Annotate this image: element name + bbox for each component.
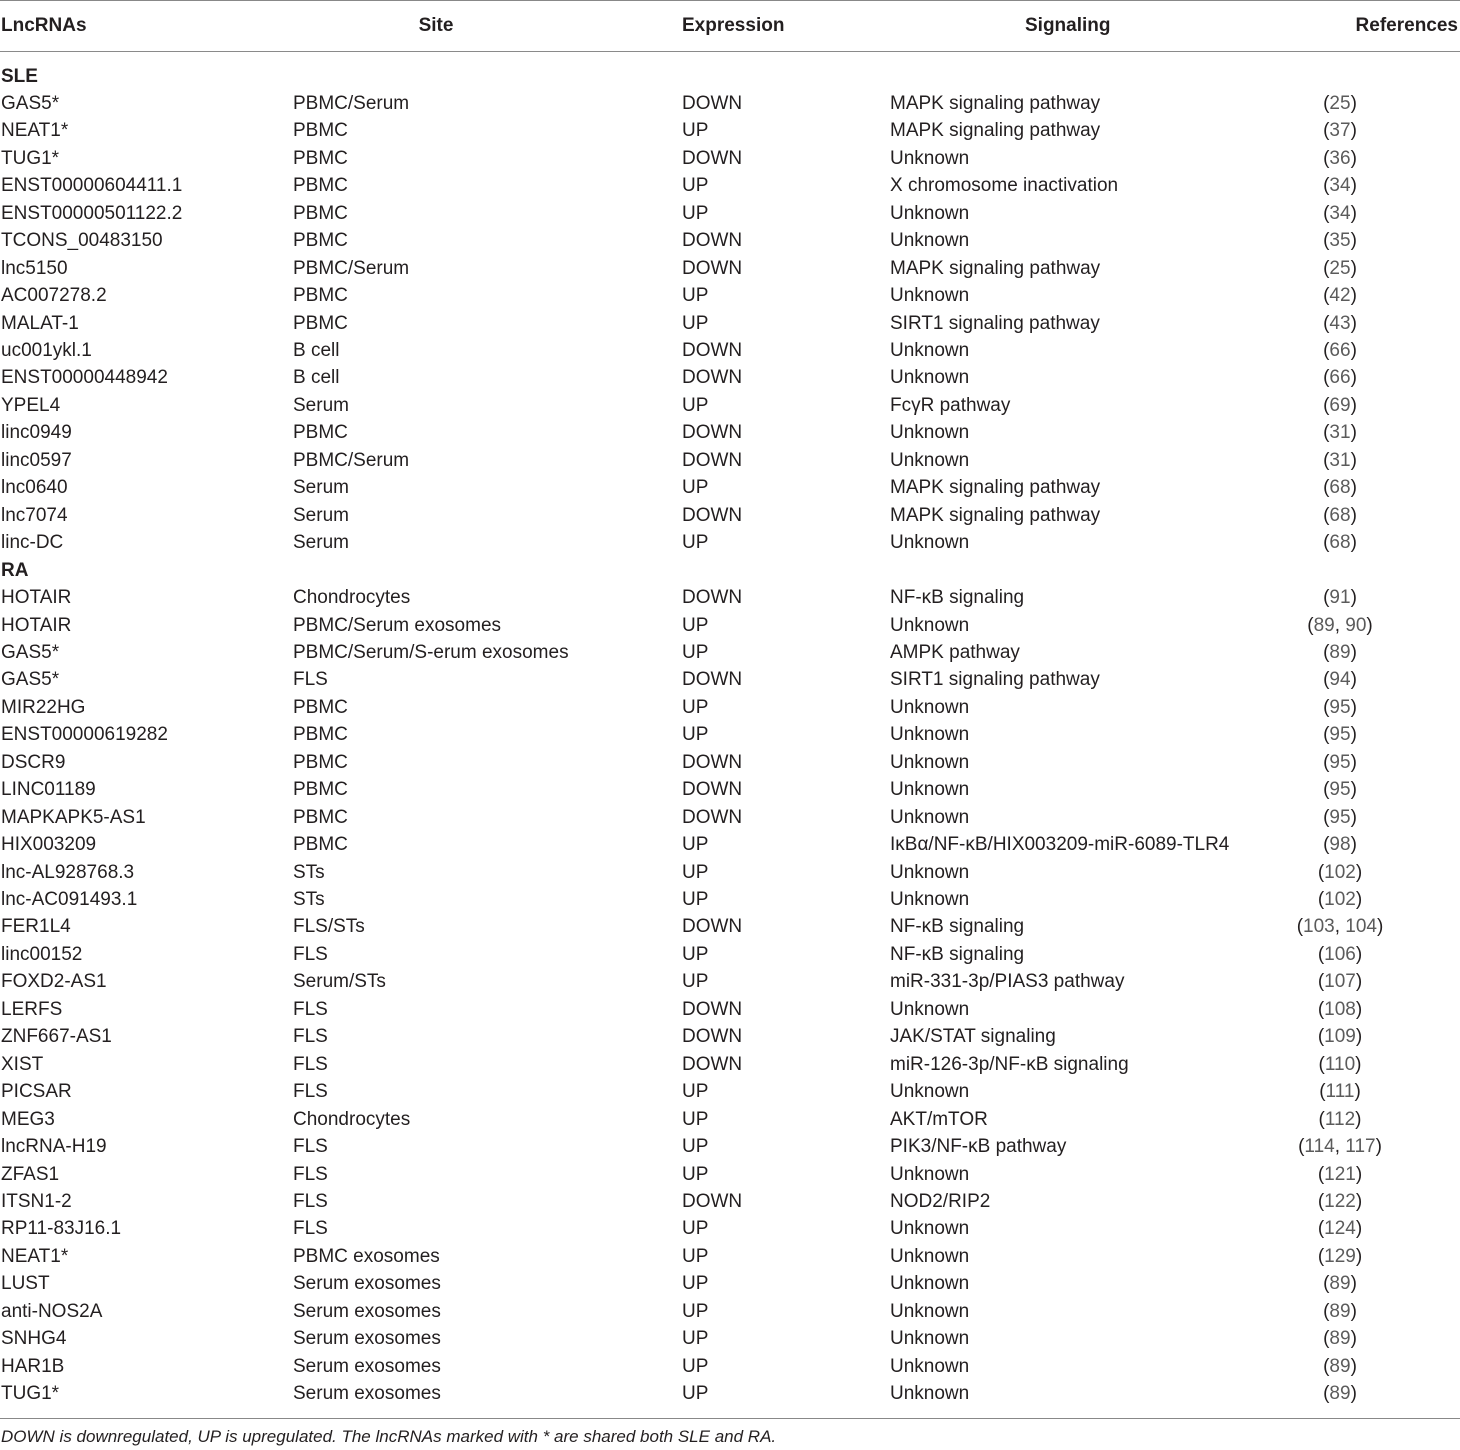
cell-signaling: Unknown (890, 230, 970, 252)
table-row (0, 859, 1460, 887)
cell-expression: DOWN (682, 367, 743, 389)
cell-lncrna: lnc7074 (1, 504, 68, 526)
cell-lncrna: linc-DC (1, 532, 64, 554)
cell-expression: UP (682, 1081, 709, 1103)
cell-reference: (121) (1317, 1163, 1363, 1185)
cell-site: STs (293, 889, 325, 910)
cell-expression: DOWN (682, 340, 743, 361)
table-row (0, 804, 1460, 832)
table-footnote: DOWN is downregulated, UP is upregulated. The lncRNAs marked with * are shared both SLE and RA. (1, 1427, 777, 1446)
table-row (0, 1051, 1460, 1079)
cell-site: FLS (293, 1026, 328, 1048)
cell-expression: UP (682, 312, 709, 334)
cell-lncrna: lnc-AL928768.3 (1, 861, 135, 883)
cell-expression: UP (682, 889, 709, 910)
cell-lncrna: ITSN1-2 (1, 1190, 72, 1212)
cell-site: Serum exosomes (293, 1300, 441, 1322)
cell-site: PBMC (293, 422, 348, 444)
cell-expression: UP (682, 1245, 709, 1267)
header-signaling: Signaling (1025, 15, 1111, 36)
cell-expression: UP (682, 1136, 709, 1158)
table-row (0, 502, 1460, 530)
table-row (0, 776, 1460, 804)
table-row (0, 694, 1460, 722)
cell-site: FLS (293, 943, 328, 965)
cell-site: FLS (293, 669, 328, 691)
cell-reference: (43) (1323, 312, 1357, 334)
cell-signaling: Unknown (890, 202, 970, 224)
cell-site: Serum exosomes (293, 1328, 441, 1350)
cell-reference: (103, 104) (1296, 916, 1384, 938)
cell-signaling: Unknown (890, 1081, 970, 1103)
table-row (0, 200, 1460, 228)
cell-expression: DOWN (682, 92, 743, 114)
cell-lncrna: AC007278.2 (1, 285, 107, 307)
table-row (0, 1188, 1460, 1216)
cell-reference: (91) (1323, 587, 1357, 609)
section-heading: RA (1, 559, 29, 581)
cell-lncrna: lnc5150 (1, 257, 68, 279)
table-row (0, 996, 1460, 1024)
cell-site: Serum exosomes (293, 1273, 441, 1295)
table-row (0, 255, 1460, 283)
cell-reference: (89) (1323, 1273, 1357, 1295)
cell-signaling: MAPK signaling pathway (890, 504, 1101, 526)
cell-reference: (89) (1323, 1300, 1357, 1322)
cell-lncrna: lncRNA-H19 (1, 1136, 107, 1158)
cell-expression: UP (682, 1108, 709, 1130)
cell-lncrna: ENST00000501122.2 (1, 202, 183, 224)
cell-expression: DOWN (682, 779, 743, 801)
cell-expression: DOWN (682, 1190, 743, 1212)
cell-signaling: PIK3/NF-κB pathway (890, 1136, 1067, 1158)
table-row (0, 1106, 1460, 1134)
cell-site: PBMC (293, 285, 348, 307)
cell-lncrna: ENST00000448942 (1, 367, 168, 389)
cell-reference: (106) (1317, 943, 1363, 965)
cell-lncrna: DSCR9 (1, 751, 66, 773)
cell-reference: (107) (1317, 971, 1363, 993)
cell-signaling: Unknown (890, 751, 970, 773)
cell-signaling: FcγR pathway (890, 394, 1011, 416)
cell-lncrna: NEAT1* (1, 1245, 69, 1267)
cell-lncrna: ENST00000619282 (1, 724, 168, 746)
table-row (0, 337, 1460, 365)
cell-site: B cell (293, 367, 340, 389)
table-row (0, 1023, 1460, 1051)
cell-site: STs (293, 861, 325, 883)
cell-reference: (111) (1319, 1081, 1361, 1103)
table-row (0, 529, 1460, 557)
cell-lncrna: ZNF667-AS1 (1, 1026, 112, 1048)
cell-lncrna: lnc-AC091493.1 (1, 889, 138, 910)
cell-lncrna: YPEL4 (1, 394, 61, 416)
cell-reference: (35) (1323, 230, 1357, 252)
cell-lncrna: HIX003209 (1, 834, 97, 856)
header-references: References (1355, 15, 1458, 36)
cell-reference: (124) (1317, 1218, 1363, 1240)
table-top-rule (0, 0, 1460, 1)
cell-site: FLS (293, 1081, 328, 1103)
cell-signaling: SIRT1 signaling pathway (890, 312, 1100, 334)
cell-expression: UP (682, 477, 709, 499)
table-row (0, 1325, 1460, 1353)
cell-signaling: X chromosome inactivation (890, 175, 1119, 197)
cell-site: PBMC/Serum (293, 449, 410, 471)
table-row (0, 584, 1460, 612)
header-site: Site (418, 15, 454, 36)
cell-expression: DOWN (682, 751, 743, 773)
cell-signaling: NF-κB signaling (890, 916, 1025, 938)
cell-signaling: Unknown (890, 1245, 970, 1267)
header-lncrnas: LncRNAs (1, 15, 87, 36)
cell-reference: (66) (1323, 367, 1357, 389)
table-row (0, 419, 1460, 447)
cell-signaling: Unknown (890, 1355, 970, 1377)
cell-site: PBMC (293, 724, 348, 746)
cell-signaling: Unknown (890, 1273, 970, 1295)
cell-expression: UP (682, 1328, 709, 1350)
cell-reference: (66) (1323, 340, 1357, 361)
cell-site: PBMC (293, 779, 348, 801)
table-row (0, 1270, 1460, 1298)
cell-signaling: miR-126-3p/NF-κB signaling (890, 1053, 1129, 1075)
cell-lncrna: TCONS_00483150 (1, 230, 163, 252)
cell-reference: (122) (1317, 1190, 1363, 1212)
cell-expression: DOWN (682, 230, 743, 252)
cell-lncrna: MAPKAPK5-AS1 (1, 806, 146, 828)
cell-signaling: MAPK signaling pathway (890, 477, 1101, 499)
table-row (0, 639, 1460, 667)
cell-reference: (89) (1323, 641, 1357, 663)
table-row (0, 392, 1460, 420)
cell-expression: UP (682, 614, 709, 636)
cell-expression: UP (682, 724, 709, 746)
cell-reference: (114, 117) (1298, 1136, 1382, 1158)
cell-lncrna: MEG3 (1, 1108, 55, 1130)
cell-reference: (95) (1323, 696, 1357, 718)
table-row (0, 364, 1460, 392)
cell-signaling: Unknown (890, 806, 970, 828)
cell-site: PBMC (293, 230, 348, 252)
cell-reference: (37) (1323, 120, 1357, 142)
cell-site: Serum/STs (293, 971, 386, 993)
table-row (0, 941, 1460, 969)
cell-lncrna: TUG1* (1, 1383, 60, 1405)
cell-lncrna: ENST00000604411.1 (1, 175, 183, 197)
table-row (0, 282, 1460, 310)
cell-reference: (129) (1317, 1245, 1363, 1267)
cell-signaling: Unknown (890, 367, 970, 389)
cell-site: PBMC (293, 120, 348, 142)
cell-expression: UP (682, 1273, 709, 1295)
cell-lncrna: GAS5* (1, 669, 60, 691)
table-row (0, 913, 1460, 941)
cell-reference: (112) (1318, 1108, 1362, 1130)
cell-signaling: Unknown (890, 1300, 970, 1322)
cell-reference: (31) (1323, 449, 1357, 471)
cell-expression: UP (682, 1300, 709, 1322)
cell-expression: DOWN (682, 1026, 743, 1048)
cell-signaling: miR-331-3p/PIAS3 pathway (890, 971, 1125, 993)
cell-lncrna: SNHG4 (1, 1328, 67, 1350)
cell-site: Chondrocytes (293, 587, 411, 609)
cell-expression: UP (682, 641, 709, 663)
table-row (0, 612, 1460, 640)
cell-reference: (102) (1317, 889, 1363, 910)
cell-site: B cell (293, 340, 340, 361)
cell-signaling: Unknown (890, 889, 970, 910)
table-row (0, 90, 1460, 118)
cell-reference: (69) (1323, 394, 1357, 416)
cell-site: PBMC/Serum exosomes (293, 614, 502, 636)
cell-lncrna: FER1L4 (1, 916, 71, 938)
table-row (0, 310, 1460, 338)
cell-lncrna: HOTAIR (1, 614, 72, 636)
cell-site: PBMC (293, 751, 348, 773)
cell-site: FLS (293, 998, 328, 1020)
table-row (0, 1353, 1460, 1381)
cell-signaling: Unknown (890, 422, 970, 444)
cell-expression: DOWN (682, 669, 743, 691)
cell-lncrna: linc0597 (1, 449, 72, 471)
table-row (0, 749, 1460, 777)
cell-lncrna: GAS5* (1, 92, 60, 114)
cell-reference: (68) (1323, 532, 1357, 554)
cell-site: FLS (293, 1218, 328, 1240)
cell-expression: DOWN (682, 449, 743, 471)
cell-reference: (95) (1323, 751, 1357, 773)
table-bottom-rule (0, 1418, 1460, 1419)
cell-site: Serum (293, 477, 349, 499)
cell-signaling: IκBα/NF-κB/HIX003209-miR-6089-TLR4 (890, 834, 1230, 856)
cell-signaling: SIRT1 signaling pathway (890, 669, 1100, 691)
cell-expression: DOWN (682, 1053, 743, 1075)
cell-site: Serum exosomes (293, 1355, 441, 1377)
table-row (0, 1215, 1460, 1243)
cell-site: Serum exosomes (293, 1383, 441, 1405)
cell-signaling: Unknown (890, 696, 970, 718)
cell-expression: UP (682, 1355, 709, 1377)
cell-signaling: MAPK signaling pathway (890, 120, 1101, 142)
cell-site: PBMC/Serum (293, 92, 410, 114)
cell-site: PBMC (293, 202, 348, 224)
cell-reference: (25) (1323, 257, 1357, 279)
table-row (0, 1133, 1460, 1161)
cell-site: PBMC/Serum/S-erum exosomes (293, 641, 569, 663)
table-row (0, 227, 1460, 255)
table-row (0, 831, 1460, 859)
cell-expression: DOWN (682, 916, 743, 938)
cell-lncrna: linc00152 (1, 943, 83, 965)
cell-expression: DOWN (682, 422, 743, 444)
cell-signaling: Unknown (890, 779, 970, 801)
cell-expression: UP (682, 120, 709, 142)
cell-expression: UP (682, 202, 709, 224)
cell-site: FLS (293, 1053, 328, 1075)
cell-site: PBMC/Serum (293, 257, 410, 279)
cell-site: Serum (293, 504, 349, 526)
cell-expression: UP (682, 175, 709, 197)
cell-expression: DOWN (682, 504, 743, 526)
cell-site: PBMC (293, 806, 348, 828)
cell-site: PBMC exosomes (293, 1245, 440, 1267)
cell-signaling: MAPK signaling pathway (890, 257, 1101, 279)
cell-site: PBMC (293, 175, 348, 197)
cell-expression: DOWN (682, 998, 743, 1020)
cell-reference: (68) (1323, 504, 1357, 526)
table-row (0, 968, 1460, 996)
table-row (0, 172, 1460, 200)
table-row (0, 1298, 1460, 1326)
cell-expression: UP (682, 834, 709, 856)
cell-lncrna: ZFAS1 (1, 1163, 60, 1185)
table-row (0, 1161, 1460, 1189)
cell-expression: UP (682, 532, 709, 554)
cell-lncrna: MALAT-1 (1, 312, 79, 334)
table-row (0, 1380, 1460, 1408)
cell-expression: UP (682, 861, 709, 883)
cell-signaling: Unknown (890, 724, 970, 746)
cell-site: PBMC (293, 312, 348, 334)
cell-reference: (36) (1323, 147, 1357, 169)
table-row (0, 666, 1460, 694)
cell-signaling: Unknown (890, 532, 970, 554)
cell-lncrna: LINC01189 (1, 779, 96, 801)
cell-expression: UP (682, 971, 709, 993)
cell-signaling: Unknown (890, 147, 970, 169)
cell-signaling: Unknown (890, 1383, 970, 1405)
table-row (0, 1078, 1460, 1106)
cell-expression: UP (682, 285, 709, 307)
cell-lncrna: linc0949 (1, 422, 72, 444)
cell-reference: (95) (1323, 806, 1357, 828)
cell-expression: UP (682, 1218, 709, 1240)
cell-reference: (102) (1317, 861, 1363, 883)
cell-signaling: NOD2/RIP2 (890, 1190, 991, 1212)
cell-signaling: AKT/mTOR (890, 1108, 988, 1130)
cell-site: FLS (293, 1163, 328, 1185)
cell-site: FLS (293, 1136, 328, 1158)
cell-expression: DOWN (682, 147, 743, 169)
section-heading: SLE (1, 65, 38, 87)
cell-reference: (34) (1323, 175, 1357, 197)
cell-site: PBMC (293, 147, 348, 169)
cell-reference: (95) (1323, 724, 1357, 746)
cell-lncrna: PICSAR (1, 1081, 72, 1103)
cell-reference: (42) (1323, 285, 1357, 307)
cell-lncrna: RP11-83J16.1 (1, 1218, 122, 1240)
cell-reference: (89) (1323, 1355, 1357, 1377)
cell-signaling: Unknown (890, 1328, 970, 1350)
cell-lncrna: LUST (1, 1273, 50, 1295)
cell-signaling: Unknown (890, 449, 970, 471)
table-header-rule (0, 51, 1460, 52)
cell-site: Chondrocytes (293, 1108, 411, 1130)
cell-signaling: Unknown (890, 614, 970, 636)
cell-expression: UP (682, 394, 709, 416)
table-row (0, 447, 1460, 475)
table-row (0, 145, 1460, 173)
table-row (0, 886, 1460, 914)
cell-site: FLS/STs (293, 916, 365, 938)
table-row (0, 117, 1460, 145)
cell-reference: (31) (1323, 422, 1357, 444)
cell-reference: (94) (1323, 669, 1357, 691)
cell-lncrna: HAR1B (1, 1355, 65, 1377)
cell-signaling: Unknown (890, 285, 970, 307)
cell-lncrna: MIR22HG (1, 696, 86, 718)
cell-signaling: MAPK signaling pathway (890, 92, 1101, 114)
cell-signaling: NF-κB signaling (890, 587, 1025, 609)
cell-reference: (98) (1323, 834, 1357, 856)
cell-lncrna: TUG1* (1, 147, 60, 169)
cell-reference: (108) (1317, 998, 1363, 1020)
cell-site: Serum (293, 394, 349, 416)
cell-site: FLS (293, 1190, 328, 1212)
cell-site: PBMC (293, 696, 348, 718)
cell-reference: (109) (1317, 1026, 1363, 1048)
cell-signaling: Unknown (890, 340, 970, 361)
table-row (0, 721, 1460, 749)
cell-expression: DOWN (682, 587, 743, 609)
cell-lncrna: HOTAIR (1, 587, 72, 609)
cell-lncrna: LERFS (1, 998, 63, 1020)
cell-reference: (34) (1323, 202, 1357, 224)
cell-site: Serum (293, 532, 349, 554)
cell-reference: (95) (1323, 779, 1357, 801)
cell-expression: DOWN (682, 806, 743, 828)
table-row (0, 1243, 1460, 1271)
cell-reference: (89) (1323, 1383, 1357, 1405)
cell-reference: (110) (1318, 1053, 1362, 1075)
table-header-row (0, 12, 1460, 40)
cell-lncrna: lnc0640 (1, 477, 68, 499)
cell-lncrna: GAS5* (1, 641, 60, 663)
cell-expression: DOWN (682, 257, 743, 279)
cell-lncrna: XIST (1, 1053, 44, 1075)
cell-reference: (89) (1323, 1328, 1357, 1350)
cell-signaling: Unknown (890, 861, 970, 883)
cell-lncrna: FOXD2-AS1 (1, 971, 107, 993)
cell-lncrna: uc001ykl.1 (1, 340, 92, 361)
header-expression: Expression (682, 15, 785, 36)
cell-lncrna: NEAT1* (1, 120, 69, 142)
cell-signaling: Unknown (890, 1218, 970, 1240)
cell-signaling: JAK/STAT signaling (890, 1026, 1056, 1048)
cell-expression: UP (682, 696, 709, 718)
cell-reference: (68) (1323, 477, 1357, 499)
table-row (0, 474, 1460, 502)
cell-signaling: Unknown (890, 998, 970, 1020)
cell-site: PBMC (293, 834, 348, 856)
cell-reference: (25) (1323, 92, 1357, 114)
cell-reference: (89, 90) (1307, 614, 1373, 636)
cell-expression: UP (682, 1383, 709, 1405)
cell-signaling: AMPK pathway (890, 641, 1020, 663)
cell-expression: UP (682, 1163, 709, 1185)
cell-signaling: NF-κB signaling (890, 943, 1025, 965)
cell-lncrna: anti-NOS2A (1, 1300, 103, 1322)
cell-expression: UP (682, 943, 709, 965)
cell-signaling: Unknown (890, 1163, 970, 1185)
